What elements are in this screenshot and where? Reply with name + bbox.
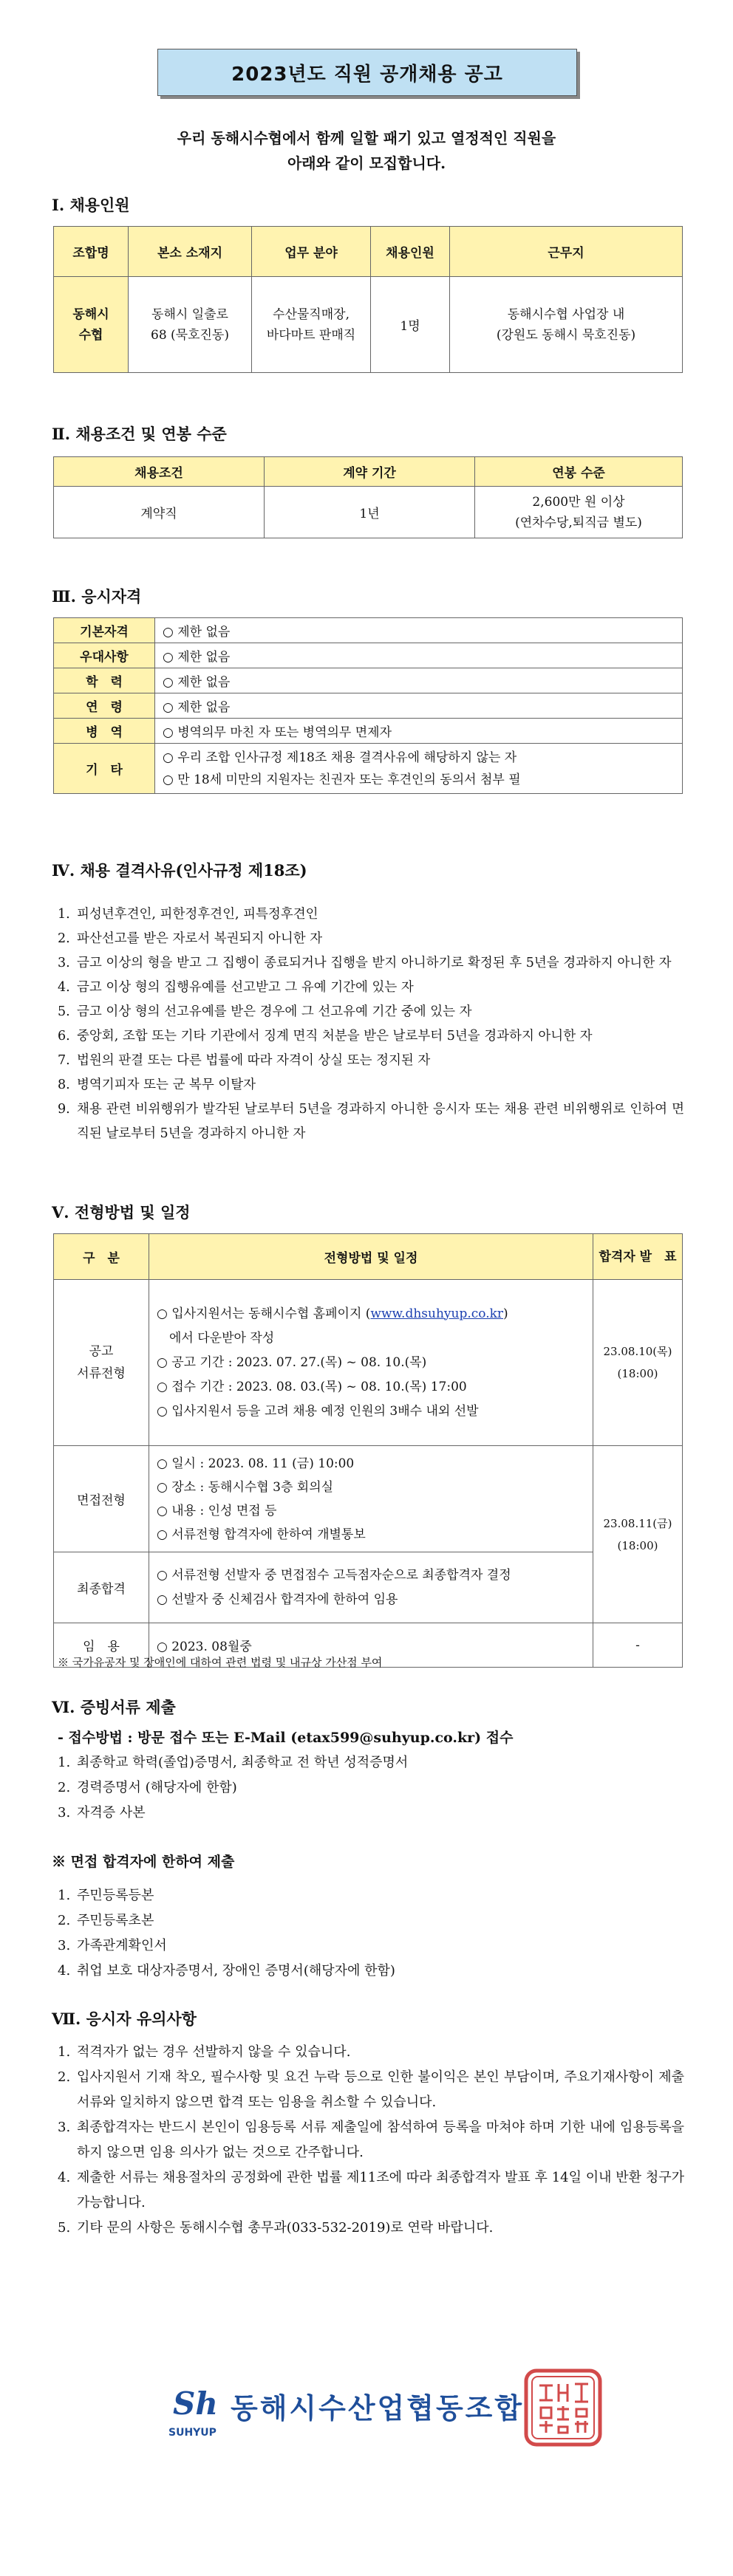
table-header: 본소 소재지 [129,227,252,277]
stage-line: ○ 입사지원서 등을 고려 채용 예정 인원의 3배수 내외 선발 [157,1403,479,1419]
interview-docs-list [58,1883,684,1984]
positions-table [53,226,683,373]
salary-cell [475,487,683,538]
list-item: 5. 기타 문의 사항은 동해시수협 총무과(033-532-2019)로 연락 바랍니다. [58,2216,684,2241]
section-heading-6: Ⅵ. 증빙서류 제출 [52,1698,176,1716]
stage-label [54,1280,149,1446]
list-item: 2. 경력증명서 (해당자에 한함) [58,1775,684,1801]
stage-label: 최종합격 [54,1552,149,1623]
stage-line-text: ○ 입사지원서는 동해시수협 홈페이지 (www.dhsuhyup.co.kr) [157,1306,508,1321]
qual-text: ○ 제한 없음 [155,618,683,643]
intro-line-2: 아래와 같이 모집합니다. [287,154,446,172]
table-header: 조합명 [54,227,129,277]
submission-method: - 접수방법 : 방문 접수 또는 E-Mail (etax599@suhyup.co.kr) 접수 [58,1730,514,1746]
interview-docs-heading: ※ 면접 합격자에 한하여 제출 [52,1854,235,1870]
qual-label: 기 타 [54,744,155,794]
table-header: 근무지 [450,227,683,277]
list-item-text: 경력증명서 (해당자에 한함) [77,1780,237,1795]
salary-line: 2,600만 원 이상 [532,494,625,510]
salary-line: (연차수당,퇴직금 별도) [515,515,642,530]
disqualification-list [58,902,684,1146]
list-item: 1. 적격자가 없는 경우 선발하지 않을 수 있습니다. [58,2040,684,2065]
section-heading-1: Ⅰ. 채용인원 [52,196,130,214]
list-item-text: 제출한 서류는 채용절차의 공정화에 관한 법률 제11조에 따라 최종합격자 발표 후 14일 이내 반환 청구가 가능합니다. [77,2170,684,2210]
result-date [593,1280,683,1446]
conditions-table [53,456,683,538]
stage-line: ○ 공고 기간 : 2023. 07. 27.(목) ~ 08. 10.(목) [157,1354,427,1370]
list-item: 3. 금고 이상의 형을 받고 그 집행이 종료되거나 집행을 받지 아니하기로 확정된 후 5년을 경과하지 아니한 자 [58,951,684,976]
logo-mark: Sh [173,2385,218,2422]
field-line: 바다마트 판매직 [266,327,356,343]
qual-label: 우대사항 [54,643,155,668]
qual-label: 기본자격 [54,618,155,643]
table-header: 채용인원 [371,227,450,277]
result-date-line: 23.08.10(목) [603,1345,672,1358]
list-item: 5. 금고 이상 형의 선고유예를 받은 경우에 그 선고유예 기간 중에 있는 자 [58,1000,684,1024]
official-seal-icon [523,2368,603,2447]
list-item: 7. 법원의 판결 또는 다른 법률에 따라 자격이 상실 또는 정지된 자 [58,1049,684,1073]
list-item-text: 금고 이상의 형을 받고 그 집행이 종료되거나 집행을 받지 아니하기로 확정된 후 5년을 경과하지 아니한 자 [77,956,672,970]
list-item: 9. 채용 관련 비위행위가 발각된 날로부터 5년을 경과하지 아니한 응시자 또는 채용 관련 비위행위로 인하여 면직된 날로부터 5년을 경과하지 아니한 자 [58,1097,684,1146]
qual-label: 학 력 [54,668,155,693]
stage-label-line: 공고 [89,1344,114,1359]
stage-line: ○ 선발자 중 신체검사 합격자에 한하여 임용 [157,1592,398,1607]
list-item: 3. 자격증 사본 [58,1801,684,1826]
list-item-text: 금고 이상 형의 집행유예를 선고받고 그 유예 기간에 있는 자 [77,980,414,995]
qual-text: ○ 제한 없음 [155,693,683,719]
intro-line-1: 우리 동해시수협에서 함께 일할 패기 있고 열정적인 직원을 [177,129,556,147]
section-heading-4: Ⅳ. 채용 결격사유(인사규정 제18조) [52,861,307,880]
page-title [157,49,577,96]
documents-list [58,1725,684,1826]
workplace-line: 동해시수협 사업장 내 [507,306,625,322]
list-item-text: 기타 문의 사항은 동해시수협 총무과(033-532-2019)로 연락 바랍니다. [77,2220,494,2236]
stage-line: ○ 일시 : 2023. 08. 11 (금) 10:00 [157,1456,355,1471]
result-date: - [593,1623,683,1668]
address-line: 68 (묵호진동) [151,327,229,343]
org-line: 수협 [78,327,103,343]
table-header: 채용조건 [54,457,265,487]
result-date [593,1446,683,1623]
list-item: 1. 주민등록등본 [58,1883,684,1908]
table-header: 전형방법 및 일정 [149,1234,593,1280]
field-cell [252,277,371,373]
count-cell: 1명 [371,277,450,373]
list-item-text: 병역기피자 또는 군 복무 이탈자 [77,1078,256,1092]
list-item-text: 법원의 판결 또는 다른 법률에 따라 자격이 상실 또는 정지된 자 [77,1053,431,1068]
stage-line: 에서 다운받아 작성 [157,1330,275,1346]
stage-line: ○ 서류전형 선발자 중 면접점수 고득점자순으로 최종합격자 결정 [157,1567,511,1583]
qual-line: ○ 우리 조합 인사규정 제18조 채용 결격사유에 해당하지 않는 자 [163,750,517,765]
list-item: 4. 금고 이상 형의 집행유예를 선고받고 그 유예 기간에 있는 자 [58,976,684,1000]
stage-detail: ○ 2023. 08월중 [149,1623,593,1668]
qual-label: 병 역 [54,719,155,744]
stage-label: 임 용 [54,1623,149,1668]
stage-detail [149,1552,593,1623]
list-item-text: 피성년후견인, 피한정후견인, 피특정후견인 [77,907,318,922]
list-item-text: 입사지원서 기재 착오, 필수사항 및 요건 누락 등으로 인한 불이익은 본인 부담이며, 주요기재사항이 제출서류와 일치하지 않으면 합격 또는 임용을 취소할 수 있습니다. [77,2069,684,2110]
stage-line: ○ 서류전형 합격자에 한하여 개별통보 [157,1527,366,1542]
workplace-line: (강원도 동해시 묵호진동) [496,327,636,343]
list-item: 8. 병역기피자 또는 군 복무 이탈자 [58,1073,684,1097]
qual-text: ○ 제한 없음 [155,643,683,668]
org-cell [54,277,129,373]
address-line: 동해시 일출로 [151,306,228,322]
brand-text: SUHYUP [168,2427,217,2439]
table-header: 연봉 수준 [475,457,683,487]
list-item-text: 최종학교 학력(졸업)증명서, 최종학교 전 학년 성적증명서 [77,1755,409,1770]
qual-text: ○ 제한 없음 [155,668,683,693]
list-item: 4. 취업 보호 대상자증명서, 장애인 증명서(해당자에 한함) [58,1959,684,1984]
stage-detail [149,1446,593,1552]
list-item-text: 파산선고를 받은 자로서 복권되지 아니한 자 [77,931,323,946]
homepage-link[interactable]: www.dhsuhyup.co.kr [370,1306,504,1321]
address-cell [129,277,252,373]
section-heading-3: Ⅲ. 응시자격 [52,587,142,606]
organization-name: 동해시수산업협동조합 [231,2392,525,2425]
list-item-text: 주민등록초본 [77,1913,154,1928]
list-item: 1. 최종학교 학력(졸업)증명서, 최종학교 전 학년 성적증명서 [58,1750,684,1775]
list-item-text: 취업 보호 대상자증명서, 장애인 증명서(해당자에 한함) [77,1963,395,1979]
org-line: 동해시 [72,306,109,322]
schedule-table [53,1233,683,1668]
table-header: 계약 기간 [265,457,475,487]
list-item-text: 자격증 사본 [77,1805,146,1820]
result-date-line: (18:00) [617,1367,658,1380]
period-cell: 1년 [265,487,475,538]
table-header: 업무 분야 [252,227,371,277]
stage-detail [149,1280,593,1446]
list-item: 3. 가족관계확인서 [58,1933,684,1959]
qual-label: 연 령 [54,693,155,719]
list-item-text: 최종합격자는 반드시 본인이 임용등록 서류 제출일에 참석하여 등록을 마쳐야 하며 기한 내에 임용등록을 하지 않으면 임용 의사가 없는 것으로 간주합니다. [77,2120,684,2160]
table-header: 구 분 [54,1234,149,1280]
list-item: 4. 제출한 서류는 채용절차의 공정화에 관한 법률 제11조에 따라 최종합격자 발표 후 14일 이내 반환 청구가 가능합니다. [58,2165,684,2216]
list-item: 2. 입사지원서 기재 착오, 필수사항 및 요건 누락 등으로 인한 불이익은 본인 부담이며, 주요기재사항이 제출서류와 일치하지 않으면 합격 또는 임용을 취소할 수 있습니다. [58,2065,684,2115]
list-item: 2. 파산선고를 받은 자로서 복권되지 아니한 자 [58,927,684,951]
stage-label-line: 서류전형 [77,1366,126,1381]
list-item-text: 채용 관련 비위행위가 발각된 날로부터 5년을 경과하지 아니한 응시자 또는 채용 관련 비위행위로 인하여 면직된 날로부터 5년을 경과하지 아니한 자 [77,1102,684,1141]
qual-text: ○ 병역의무 마친 자 또는 병역의무 면제자 [155,719,683,744]
list-item-text: 주민등록등본 [77,1888,154,1903]
list-item: 2. 주민등록초본 [58,1908,684,1933]
result-date-line: 23.08.11(금) [603,1516,672,1530]
suhyup-logo-icon [171,2382,218,2423]
list-item: 1. 피성년후견인, 피한정후견인, 피특정후견인 [58,902,684,927]
bonus-note: ※ 국가유공자 및 장애인에 대하여 관련 법령 및 내규상 가산점 부여 [58,1656,383,1669]
qual-text [155,744,683,794]
table-header: 합격자 발 표 [593,1234,683,1280]
list-item: 6. 중앙회, 조합 또는 기타 기관에서 징계 면직 처분을 받은 날로부터 5년을 경과하지 아니한 자 [58,1024,684,1049]
list-item: 3. 최종합격자는 반드시 본인이 임용등록 서류 제출일에 참석하여 등록을 마쳐야 하며 기한 내에 임용등록을 하지 않으면 임용 의사가 없는 것으로 간주합니다. [58,2115,684,2165]
list-item-text: 적격자가 없는 경우 선발하지 않을 수 있습니다. [77,2044,351,2060]
title-text: 2023년도 직원 공개채용 공고 [231,63,503,86]
field-line: 수산물직매장, [273,306,350,322]
notice-list [58,2040,684,2241]
list-item-text: 가족관계확인서 [77,1938,167,1953]
stage-label: 면접전형 [54,1446,149,1552]
list-item-text: 금고 이상 형의 선고유예를 받은 경우에 그 선고유예 기간 중에 있는 자 [77,1004,472,1019]
stage-line: ○ 접수 기간 : 2023. 08. 03.(목) ~ 08. 10.(목) 17:00 [157,1379,467,1394]
workplace-cell [450,277,683,373]
list-item-text: 중앙회, 조합 또는 기타 기관에서 징계 면직 처분을 받은 날로부터 5년을 경과하지 아니한 자 [77,1029,593,1044]
qual-line: ○ 만 18세 미만의 지원자는 친권자 또는 후견인의 동의서 첨부 필 [163,772,521,787]
qualification-table [53,617,683,794]
stage-line: ○ 내용 : 인성 면접 등 [157,1503,277,1518]
stage-line [157,1302,593,1326]
result-date-line: (18:00) [617,1538,658,1552]
section-heading-5: Ⅴ. 전형방법 및 일정 [52,1203,191,1222]
stage-line: ○ 장소 : 동해시수협 3층 회의실 [157,1479,334,1495]
section-heading-7: Ⅶ. 응시자 유의사항 [52,2010,197,2028]
intro-text [0,126,733,176]
section-heading-2: Ⅱ. 채용조건 및 연봉 수준 [52,425,227,443]
condition-cell: 계약직 [54,487,265,538]
